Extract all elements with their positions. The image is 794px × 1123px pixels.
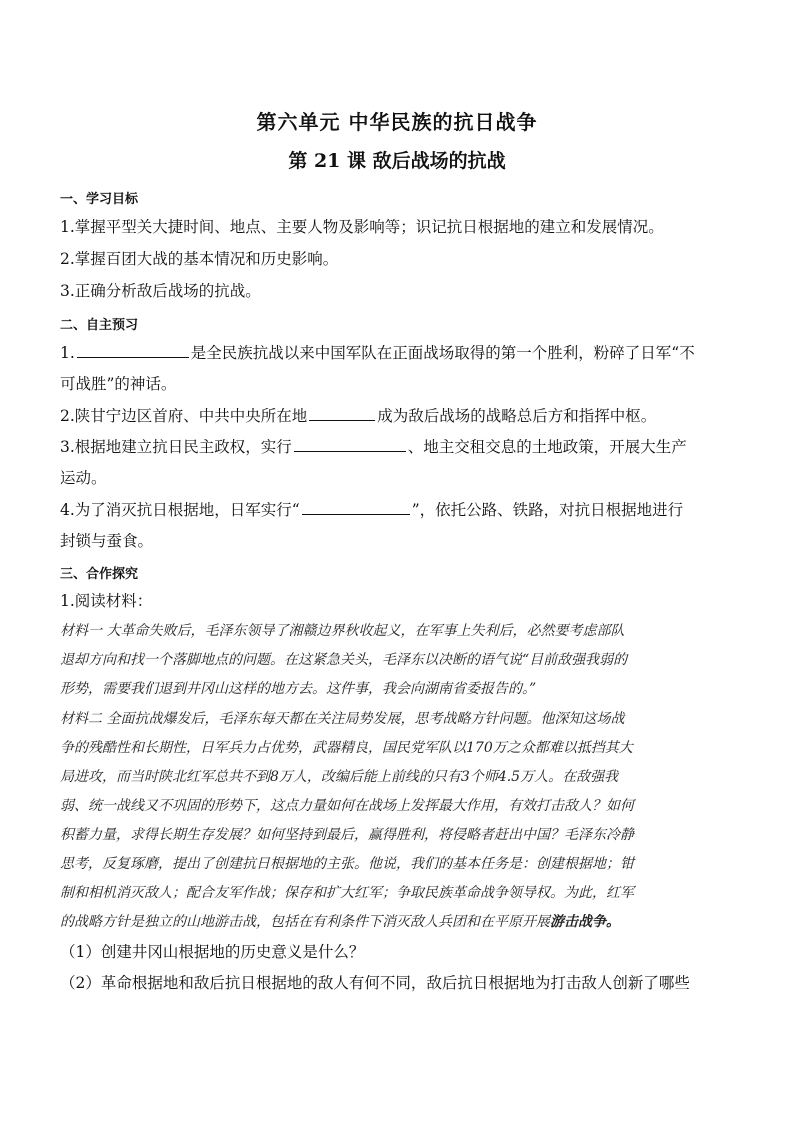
material2-line: 材料二 全面抗战爆发后，毛泽东每天都在关注局势发展，思考战略方针问题。他深知这场战 bbox=[60, 711, 625, 727]
q3-line2: 运动。 bbox=[60, 469, 107, 487]
q4-prefix: 4.为了消灭抗日根据地，日军实行“ bbox=[60, 501, 300, 519]
section-heading-cooperation: 三、合作探究 bbox=[60, 567, 139, 582]
objective-item: 1.掌握平型关大捷时间、地点、主要人物及影响等；识记抗日根据地的建立和发展情况。 bbox=[60, 218, 664, 236]
q2-prefix: 2.陕甘宁边区首府、中共中央所在地 bbox=[60, 407, 308, 425]
fill-blank[interactable] bbox=[302, 513, 410, 515]
q4-text: ”，依托公路、铁路，对抗日根据地进行 bbox=[411, 501, 684, 519]
discussion-question-1: （1）创建井冈山根据地的历史意义是什么？ bbox=[60, 943, 365, 961]
q3-prefix: 3.根据地建立抗日民主政权，实行 bbox=[60, 438, 292, 456]
material2-line: 局进攻，而当时陕北红军总共不到8万人，改编后能上前线的只有3个师4.5万人。在敌强我 bbox=[60, 769, 619, 785]
preview-question-1 bbox=[60, 341, 740, 363]
q4-line2: 封锁与蚕食。 bbox=[60, 532, 154, 550]
material1-line: 退却方向和找一个落脚地点的问题。在这紧急关头，毛泽东以决断的语气说“目前敌强我弱的 bbox=[60, 652, 628, 668]
material1-line: 材料一 大革命失败后，毛泽东领导了湘赣边界秋收起义，在军事上失利后，必然要考虑部队 bbox=[60, 623, 625, 639]
q3-text: 、地主交租交息的土地政策，开展大生产 bbox=[407, 438, 687, 456]
reading-intro: 1.阅读材料： bbox=[60, 592, 153, 610]
material2-line: 思考，反复琢磨，提出了创建抗日根据地的主张。他说，我们的基本任务是：创建根据地；钳 bbox=[60, 856, 634, 872]
objective-item: 3.正确分析敌后战场的抗战。 bbox=[60, 282, 261, 300]
material2-line: 争的残酷性和长期性，日军兵力占优势，武器精良，国民党军队以170万之众都难以抵挡其大 bbox=[60, 740, 633, 756]
discussion-question-2: （2）革命根据地和敌后抗日根据地的敌人有何不同，敌后抗日根据地为打击敌人创新了哪些 bbox=[60, 974, 690, 992]
fill-blank[interactable] bbox=[294, 450, 406, 452]
preview-question-2 bbox=[60, 404, 740, 426]
fill-blank[interactable] bbox=[77, 356, 189, 358]
objective-item: 2.掌握百团大战的基本情况和历史影响。 bbox=[60, 250, 339, 268]
material2-line: 弱、统一战线又不巩固的形势下，这点力量如何在战场上发挥最大作用，有效打击敌人？如何 bbox=[60, 798, 634, 814]
material2-line: 积蓄力量，求得长期生存发展？如何坚持到最后，赢得胜利，将侵略者赶出中国？毛泽东冷静 bbox=[60, 827, 634, 843]
section-heading-preview: 二、自主预习 bbox=[60, 318, 139, 333]
q2-text: 成为敌后战场的战略总后方和指挥中枢。 bbox=[377, 407, 657, 425]
fill-blank[interactable] bbox=[309, 419, 375, 421]
material2-emphasis: 游击战争。 bbox=[550, 914, 620, 930]
material2-line bbox=[60, 911, 740, 931]
q1-text: 是全民族抗战以来中国军队在正面战场取得的第一个胜利，粉碎了日军“不 bbox=[190, 344, 695, 362]
q1-prefix: 1. bbox=[60, 344, 75, 362]
section-heading-objectives: 一、学习目标 bbox=[60, 192, 139, 207]
lesson-title: 第 21 课 敌后战场的抗战 bbox=[288, 150, 506, 172]
preview-question-4 bbox=[60, 498, 740, 520]
preview-question-3 bbox=[60, 435, 740, 457]
q1-line2: 可战胜”的神话。 bbox=[60, 375, 177, 393]
material1-line: 形势，需要我们退到井冈山这样的地方去。这件事，我会向湖南省委报告的。” bbox=[60, 681, 537, 697]
material2-last-text: 的战略方针是独立的山地游击战，包括在有利条件下消灭敌人兵团和在平原开展 bbox=[60, 914, 550, 930]
material2-line: 制和相机消灭敌人；配合友军作战；保存和扩大红军；争取民族革命战争领导权。为此，红军 bbox=[60, 885, 634, 901]
unit-title: 第六单元 中华民族的抗日战争 bbox=[256, 110, 538, 134]
